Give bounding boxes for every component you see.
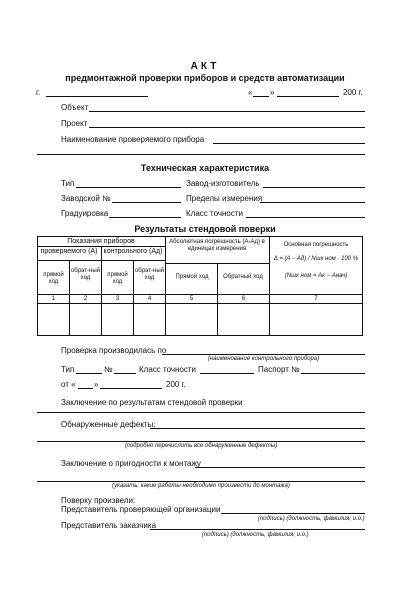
rep-org-field[interactable] (221, 513, 365, 514)
control-header: контрольного (Ад) (103, 248, 163, 255)
project-field[interactable] (89, 127, 365, 128)
accuracy-label: Класс точности (186, 209, 244, 218)
check-type-label: Тип (61, 365, 75, 374)
conclusion-field[interactable] (37, 412, 365, 413)
city-field[interactable] (46, 96, 148, 97)
col-num-3: 3 (115, 296, 120, 302)
device-name-label: Наименование проверяемого прибора (61, 135, 205, 144)
check-num-label: № (104, 365, 113, 374)
control-forward: прямой ход (107, 272, 128, 285)
readings-header: Показания приборов (67, 238, 135, 245)
document-subtitle: предмонтажной проверки приборов и средств автоматизации (65, 73, 345, 83)
checked-header: проверяемого (А) (40, 248, 98, 255)
from-month-field[interactable] (100, 388, 162, 389)
col-num-7: 7 (314, 296, 318, 302)
passport-label: Паспорт № (258, 365, 300, 374)
passport-field[interactable] (301, 373, 365, 374)
results-heading: Результаты стендовой поверки (134, 224, 276, 234)
accuracy-field[interactable] (246, 217, 365, 218)
abs-error-header: Абсолютная погрешность (А-Ад) в единицах измерения (169, 239, 265, 252)
formula-scale: (Nшк ном = Aк − Aнач) (284, 273, 348, 279)
from-day-field[interactable] (78, 388, 93, 389)
range-field[interactable] (260, 202, 365, 203)
date-year: 200 г. (343, 88, 363, 97)
manufacturer-label: Завод-изготовитель (186, 179, 260, 188)
date-open-quote: « (248, 88, 253, 97)
fitness-field[interactable] (195, 467, 365, 468)
city-prefix: г. (36, 88, 41, 97)
from-label: от « (61, 380, 76, 389)
project-label: Проект (61, 119, 88, 128)
col-num-6: 6 (241, 296, 246, 302)
tech-heading: Техническая характеристика (140, 163, 270, 173)
fitness-hint: (указать, какие работы необходимо произвести до монтажа) (112, 483, 290, 489)
document-title: АКТ (190, 61, 220, 72)
check-num-field[interactable] (114, 373, 136, 374)
from-year: 200 г. (166, 380, 186, 389)
defects-label: Обнаруженные дефекты: (61, 420, 156, 429)
serial-label: Заводской № (61, 194, 111, 203)
performed-by-label: Проверка производилась по (61, 346, 167, 355)
date-month-field[interactable] (277, 96, 339, 97)
rep-customer-field[interactable] (150, 529, 365, 530)
from-close-quote: » (94, 380, 99, 389)
control-device-field[interactable] (162, 354, 365, 355)
defects-hint: (подробно перечислить все обнаруженные дефекты) (124, 443, 278, 449)
type-field[interactable] (76, 187, 181, 188)
object-label: Объект (61, 103, 89, 112)
graduation-label: Градуировка (61, 209, 109, 218)
col-num-1: 1 (51, 296, 56, 302)
abs-forward: Прямой ход (175, 274, 209, 280)
control-device-hint: (наименование контрольного прибора) (207, 356, 320, 362)
manufacturer-field[interactable] (263, 187, 365, 188)
check-type-field[interactable] (76, 373, 102, 374)
rep-customer-hint: (подпись) (должность, фамилия, и.о.) (202, 532, 309, 538)
check-class-field[interactable] (200, 373, 254, 374)
rep-org-hint: (подпись) (должность, фамилия, и.о.) (258, 516, 365, 522)
defects-field-cont[interactable] (37, 441, 365, 442)
checked-forward: прямой ход (43, 272, 64, 285)
fitness-field-cont[interactable] (37, 481, 365, 482)
col-num-5: 5 (189, 296, 194, 302)
rep-customer-label: Представитель заказчика (61, 521, 157, 530)
device-name-field[interactable] (213, 143, 365, 144)
check-class-label: Класс точности (139, 365, 197, 374)
conclusion-label: Заключение по результатам стендовой проверки (61, 398, 243, 407)
device-name-field-cont[interactable] (37, 154, 365, 155)
formula-main: Δ = (A − Aд) / Nшк ном · 100 % (273, 256, 359, 262)
col-num-4: 4 (147, 296, 152, 302)
range-label: Пределы измерения (186, 194, 263, 203)
date-close-quote: » (270, 88, 275, 97)
col-num-2: 2 (83, 296, 88, 302)
defects-field[interactable] (150, 428, 365, 429)
rep-org-label: Представитель проверяющей организации (61, 505, 221, 514)
serial-field[interactable] (112, 202, 181, 203)
object-field[interactable] (89, 111, 365, 112)
graduation-field[interactable] (109, 217, 181, 218)
fitness-label: Заключение о пригодности к монтажу (61, 459, 201, 468)
checked-reverse: обрат-ный ход (70, 268, 101, 281)
results-table (37, 236, 363, 336)
date-day-field[interactable] (253, 96, 269, 97)
control-reverse: обрат-ный ход (134, 268, 165, 281)
type-label: Тип (61, 179, 75, 188)
signatures-intro: Поверку произвели: (61, 496, 136, 505)
abs-reverse: Обратный ход (223, 274, 263, 280)
basic-error-header: Основная погрешность (283, 242, 349, 248)
